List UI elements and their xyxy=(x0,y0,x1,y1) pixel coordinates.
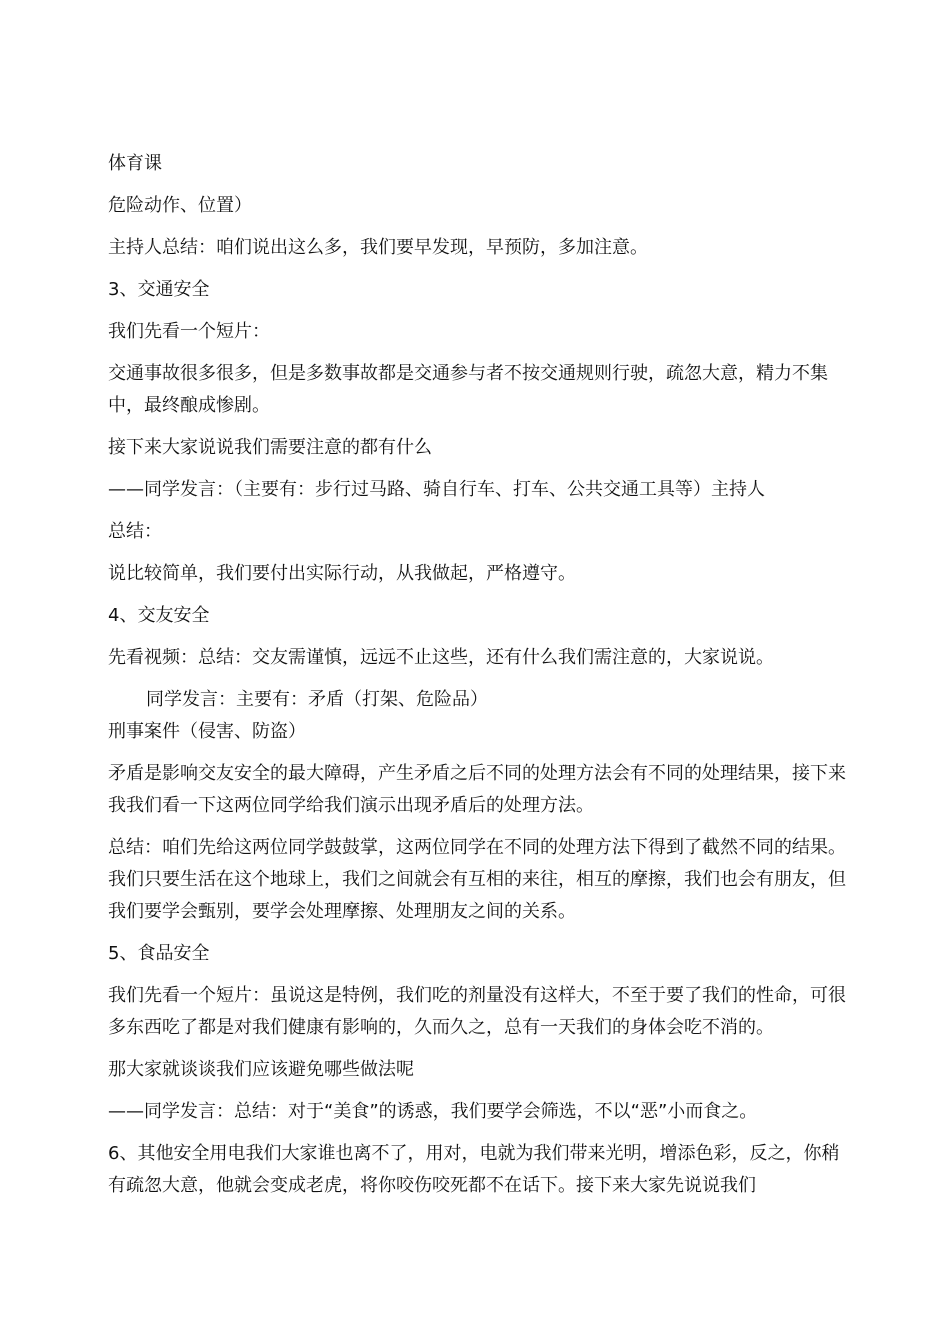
section-heading: 3、交通安全 xyxy=(108,279,210,300)
paragraph: 我们先看一个短片：虽说这是特例，我们吃的剂量没有这样大，不至于要了我们的性命，可很多东西吃了都是对我们健康有影响的，久而久之，总有一天我们的身体会吃不消的。 xyxy=(108,985,846,1038)
paragraph: 总结： xyxy=(108,521,162,542)
section-heading: 5、食品安全 xyxy=(108,943,210,964)
paragraph: 我们先看一个短片： xyxy=(108,321,270,342)
paragraph: 接下来大家说说我们需要注意的都有什么 xyxy=(108,437,432,458)
paragraph: 交通事故很多很多，但是多数事故都是交通参与者不按交通规则行驶，疏忽大意，精力不集中，最终酿成惨剧。 xyxy=(108,363,828,416)
paragraph: 先看视频：总结：交友需谨慎，远远不止这些，还有什么我们需注意的，大家说说。 xyxy=(108,647,774,668)
paragraph: 危险动作、位置） xyxy=(108,195,252,216)
paragraph: 同学发言：主要有：矛盾（打架、危险品） xyxy=(146,689,488,710)
paragraph: 说比较简单，我们要付出实际行动，从我做起，严格遵守。 xyxy=(108,563,576,584)
paragraph: 6、其他安全用电我们大家谁也离不了，用对，电就为我们带来光明，增添色彩，反之，你稍有疏忽大意，他就会变成老虎，将你咬伤咬死都不在话下。接下来大家先说说我们 xyxy=(108,1143,840,1196)
paragraph: 那大家就谈谈我们应该避免哪些做法呢 xyxy=(108,1059,414,1080)
paragraph: 主持人总结：咱们说出这么多，我们要早发现，早预防，多加注意。 xyxy=(108,237,648,258)
paragraph: 刑事案件（侵害、防盗） xyxy=(108,721,306,742)
section-heading: 4、交友安全 xyxy=(108,605,210,626)
paragraph: 矛盾是影响交友安全的最大障碍，产生矛盾之后不同的处理方法会有不同的处理结果，接下来我我们看一下这两位同学给我们演示出现矛盾后的处理方法。 xyxy=(108,763,846,816)
paragraph: ——同学发言：总结：对于“美食”的诱惑，我们要学会筛选，不以“恶”小而食之。 xyxy=(108,1101,758,1122)
paragraph: 体育课 xyxy=(108,153,162,174)
paragraph: ——同学发言：（主要有：步行过马路、骑自行车、打车、公共交通工具等）主持人 xyxy=(108,479,765,500)
paragraph: 总结：咱们先给这两位同学鼓鼓掌，这两位同学在不同的处理方法下得到了截然不同的结果。我们只要生活在这个地球上，我们之间就会有互相的来往，相互的摩擦，我们也会有朋友，但我们要学会甄别，要学会处理摩擦、处理朋友之间的关系。 xyxy=(108,837,846,922)
document-body xyxy=(108,148,848,1212)
